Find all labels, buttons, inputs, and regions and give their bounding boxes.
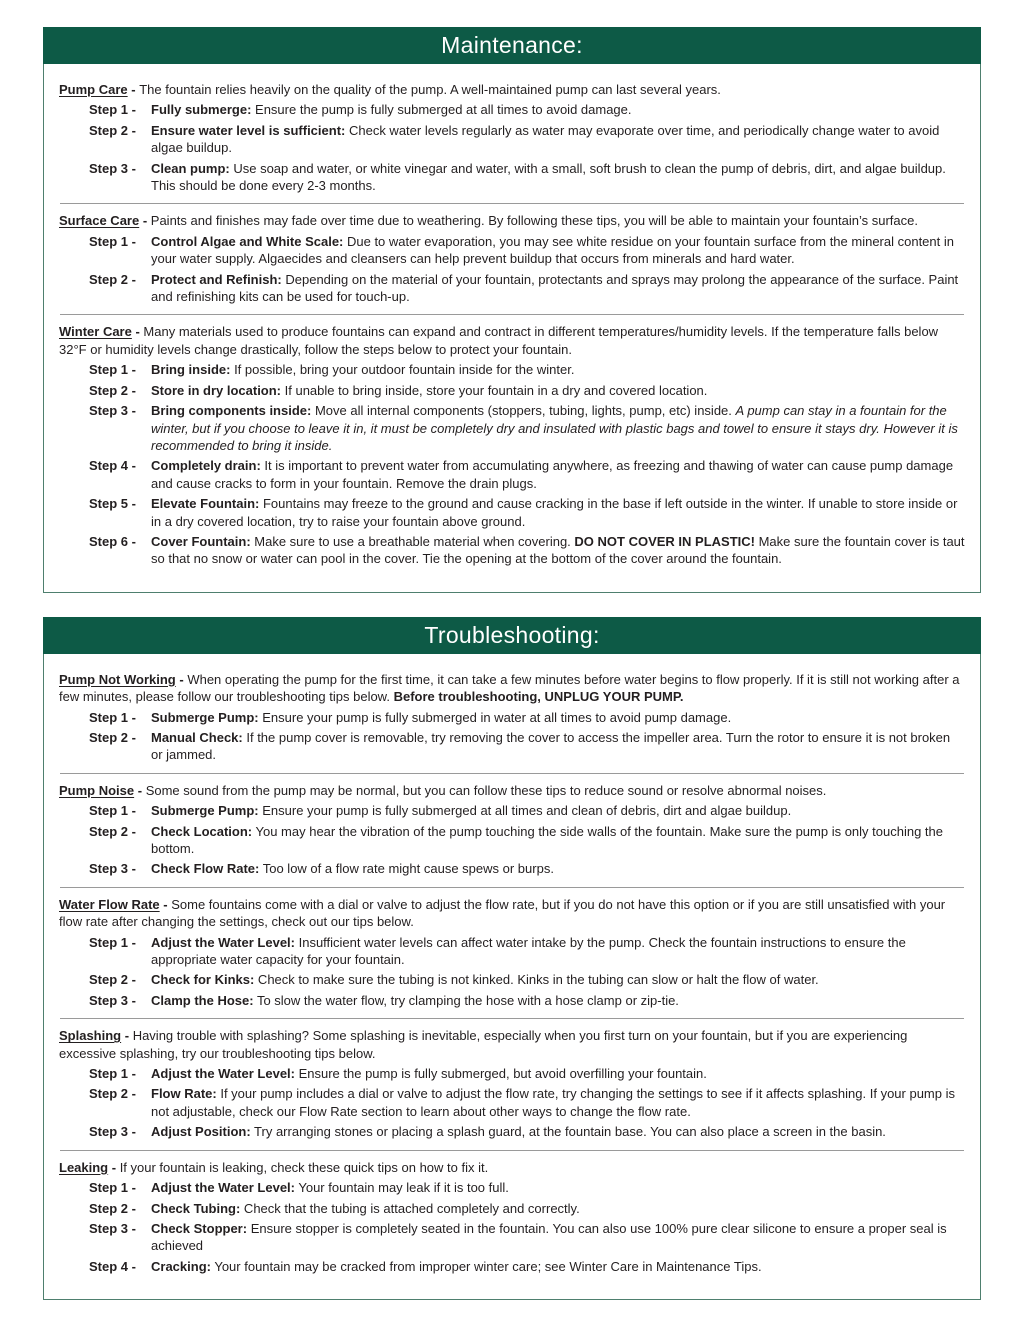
heading-separator: - <box>139 213 151 229</box>
troubleshooting-content-box <box>43 654 981 1300</box>
step-row <box>89 860 965 877</box>
text-segment-normal: Many materials used to produce fountains can expand and contract in different temperatures/humidity levels. If the temperature falls below 32°F or humidity levels change drastically, follow the steps below to protect your fountain. <box>59 324 939 357</box>
step-row <box>89 971 965 988</box>
text-segment-normal: Ensure your pump is fully submerged at all times and clean of debris, dirt and algae buildup. <box>258 803 792 819</box>
step-label: Step 6 - <box>89 533 136 549</box>
group-divider <box>60 1150 964 1151</box>
text-segment-normal: Try arranging stones or placing a splash guard, at the fountain base. You can also place a screen in the basin. <box>250 1124 886 1140</box>
topic-splashing <box>59 1027 965 1140</box>
topic-heading: Splashing <box>59 1028 122 1044</box>
text-segment-bold: Flow Rate: <box>151 1086 217 1102</box>
step-label: Step 2 - <box>89 382 136 398</box>
text-segment-bold: Ensure water level is sufficient: <box>151 122 346 138</box>
topic-winter-care <box>59 323 965 567</box>
text-segment-bold: Adjust the Water Level: <box>151 934 295 950</box>
step-label: Step 2 - <box>89 271 136 287</box>
step-text <box>151 160 965 195</box>
topic-water-flow-rate <box>59 896 965 1009</box>
text-segment-normal: When operating the pump for the first time, it can take a few minutes before water begins to flow properly. If it is still not working after a few minutes, please follow our troubleshooting tips below. <box>59 671 960 705</box>
step-label: Step 3 - <box>89 1124 136 1140</box>
text-segment-bold: Check Tubing: <box>151 1200 241 1216</box>
text-segment-bold: DO NOT COVER IN PLASTIC! <box>574 533 755 549</box>
step-row <box>89 1200 965 1217</box>
topic-intro <box>59 212 965 229</box>
step-row <box>89 402 965 454</box>
topic-pump-not-working <box>59 671 965 764</box>
heading-separator: - <box>175 671 188 687</box>
step-row <box>89 823 965 858</box>
text-segment-italic: A pump can stay in a fountain for the winter, but if you choose to leave it in, it must be completely dry and insulated with plastic bags and towel to ensure it stays dry. However it is recommended to bring it inside. <box>151 403 958 453</box>
step-label: Step 3 - <box>89 861 136 877</box>
text-segment-bold: Control Algae and White Scale: <box>151 233 344 249</box>
heading-separator: - <box>131 324 144 340</box>
step-row <box>89 361 965 378</box>
step-text <box>151 533 965 568</box>
topic-heading: Surface Care <box>59 213 140 229</box>
text-segment-bold: Manual Check: <box>151 729 243 745</box>
heading-separator: - <box>127 82 140 97</box>
step-row <box>89 992 965 1009</box>
topic-heading: Pump Noise <box>59 782 135 798</box>
maintenance-header-bar <box>43 27 981 64</box>
troubleshooting-header-bar <box>43 617 981 654</box>
text-segment-normal: Move all internal components (stoppers, tubing, lights, pump, etc) inside. <box>311 403 736 419</box>
text-segment-bold: Before troubleshooting, UNPLUG YOUR PUMP. <box>393 689 684 705</box>
step-row <box>89 495 965 530</box>
text-segment-normal: Depending on the material of your fountain, protectants and sprays may prolong the appearance of the surface. Paint and refinishing kits can be used for touch-up. <box>151 271 959 305</box>
text-segment-normal: You may hear the vibration of the pump touching the side walls of the fountain. Make sure the pump is only touching the bottom. <box>151 823 943 856</box>
text-segment-bold: Completely drain: <box>151 458 261 474</box>
maintenance-title: Maintenance: <box>441 32 583 58</box>
text-segment-bold: Check Stopper: <box>151 1220 248 1236</box>
step-label: Step 1 - <box>89 362 136 378</box>
step-label: Step 2 - <box>89 1200 136 1216</box>
text-segment-bold: Elevate Fountain: <box>151 496 260 512</box>
text-segment-bold: Clean pump: <box>151 160 230 176</box>
step-text <box>151 402 965 454</box>
step-text <box>151 802 965 819</box>
text-segment-normal: Make sure the fountain cover is taut so that no snow or water can pool in the cover. Tie the opening at the bottom of the cover around the fountain. <box>151 533 965 567</box>
step-row <box>89 1179 965 1196</box>
topic-intro <box>59 671 965 706</box>
text-segment-normal: Make sure to use a breathable material when covering. <box>250 533 575 549</box>
topic-intro <box>59 1027 965 1062</box>
step-text <box>151 382 965 399</box>
step-row <box>89 233 965 268</box>
text-segment-normal: Ensure your pump is fully submerged in water at all times to avoid pump damage. <box>258 709 732 725</box>
topic-heading: Pump Not Working <box>59 671 176 687</box>
step-row <box>89 729 965 764</box>
step-text <box>151 361 965 378</box>
step-text <box>151 233 965 268</box>
text-segment-normal: If unable to bring inside, store your fountain in a dry and covered location. <box>281 382 708 398</box>
group-divider <box>60 887 964 888</box>
text-segment-bold: Check Location: <box>151 823 253 839</box>
text-segment-bold: Submerge Pump: <box>151 803 259 819</box>
step-row <box>89 1123 965 1140</box>
text-segment-normal: Check that the tubing is attached completely and correctly. <box>240 1200 580 1216</box>
step-label: Step 3 - <box>89 160 136 176</box>
step-text <box>151 823 965 858</box>
text-segment-bold: Submerge Pump: <box>151 709 259 725</box>
text-segment-bold: Bring inside: <box>151 362 231 378</box>
step-label: Step 2 - <box>89 729 136 745</box>
text-segment-normal: If your pump includes a dial or valve to adjust the flow rate, try changing the settings to see if it affects splashing. If your pump is not adjustable, check our Flow Rate section to learn about other ways to change the flow rate. <box>151 1086 955 1119</box>
topic-heading: Winter Care <box>59 324 132 340</box>
step-label: Step 2 - <box>89 122 136 138</box>
step-label: Step 3 - <box>89 403 136 419</box>
topic-intro <box>59 323 965 358</box>
step-row <box>89 533 965 568</box>
heading-separator: - <box>159 896 172 912</box>
step-label: Step 2 - <box>89 972 136 988</box>
step-label: Step 3 - <box>89 1220 136 1236</box>
step-text <box>151 709 965 726</box>
step-text <box>151 1200 965 1217</box>
text-segment-normal: Some fountains come with a dial or valve to adjust the flow rate, but if you do not have this option or if you are still unsatisfied with your flow rate after changing the settings, check out our tips below. <box>59 896 946 930</box>
step-row <box>89 271 965 306</box>
text-segment-normal: Fountains may freeze to the ground and cause cracking in the base if left outside in the winter. If unable to store inside or in a dry covered location, try to raise your fountain above ground. <box>151 496 958 529</box>
text-segment-normal: Ensure stopper is completely seated in the fountain. You can also use 100% pure clear silicone to ensure a proper seal is achieved <box>151 1220 947 1254</box>
topic-intro <box>59 896 965 931</box>
topic-heading: Leaking <box>59 1159 109 1175</box>
text-segment-normal: It is important to prevent water from accumulating anywhere, as freezing and thawing of water can cause pump damage and cause cracks to form in your fountain. Remove the drain plugs. <box>151 458 954 491</box>
step-text <box>151 1179 965 1196</box>
step-row <box>89 160 965 195</box>
topic-intro <box>59 1159 965 1176</box>
heading-separator: - <box>121 1028 133 1044</box>
step-row <box>89 101 965 118</box>
text-segment-bold: Cover Fountain: <box>151 533 251 549</box>
step-row <box>89 1220 965 1255</box>
group-divider <box>60 314 964 315</box>
step-row <box>89 934 965 969</box>
text-segment-normal: Due to water evaporation, you may see white residue on your fountain surface from the mineral content in your water supply. Algaecides and cleansers can help prevent buildup that occurs from minerals and hard water. <box>151 233 954 267</box>
heading-separator: - <box>134 782 146 798</box>
topic-heading: Water Flow Rate <box>59 896 160 912</box>
step-label: Step 4 - <box>89 1258 136 1274</box>
topic-pump-noise <box>59 782 965 878</box>
text-segment-normal: If the pump cover is removable, try removing the cover to access the impeller area. Turn the rotor to ensure it is not broken or jammed. <box>151 729 951 763</box>
text-segment-normal: Ensure the pump is fully submerged at all times to avoid damage. <box>251 102 632 118</box>
topic-intro <box>59 81 965 98</box>
maintenance-content-box <box>43 64 981 593</box>
group-divider <box>60 203 964 204</box>
step-row <box>89 1065 965 1082</box>
topic-surface-care <box>59 212 965 305</box>
step-row <box>89 1085 965 1120</box>
text-segment-bold: Adjust the Water Level: <box>151 1066 295 1082</box>
troubleshooting-title: Troubleshooting: <box>424 621 600 648</box>
step-label: Step 1 - <box>89 1066 136 1082</box>
text-segment-normal: Ensure the pump is fully submerged, but avoid overfilling your fountain. <box>294 1066 707 1082</box>
step-text <box>151 271 965 306</box>
step-row <box>89 457 965 492</box>
text-segment-normal: Insufficient water levels can affect water intake by the pump. Check the fountain instructions to ensure the appropriate water capacity for your fountain. <box>151 934 906 968</box>
step-row <box>89 122 965 157</box>
text-segment-normal: Your fountain may be cracked from improper winter care; see Winter Care in Maintenance Tips. <box>210 1258 762 1274</box>
step-label: Step 1 - <box>89 803 136 819</box>
step-text <box>151 122 965 157</box>
text-segment-normal: The fountain relies heavily on the quality of the pump. A well-maintained pump can last several years. <box>139 82 721 97</box>
text-segment-normal: To slow the water flow, try clamping the hose with a hose clamp or zip-tie. <box>253 992 679 1008</box>
step-row <box>89 382 965 399</box>
step-label: Step 4 - <box>89 458 136 474</box>
text-segment-bold: Adjust the Water Level: <box>151 1180 295 1196</box>
text-segment-normal: Use soap and water, or white vinegar and water, with a small, soft brush to clean the pump of debris, dirt, and algae buildup. This should be done every 2-3 months. <box>151 160 946 194</box>
step-label: Step 1 - <box>89 102 136 118</box>
step-label: Step 1 - <box>89 934 136 950</box>
step-text <box>151 1258 965 1275</box>
troubleshooting-section <box>43 617 981 1300</box>
step-label: Step 1 - <box>89 1180 136 1196</box>
text-segment-normal: Your fountain may leak if it is too full. <box>294 1180 509 1196</box>
text-segment-bold: Bring components inside: <box>151 403 312 419</box>
topic-leaking <box>59 1159 965 1275</box>
topic-pump-care <box>59 81 965 194</box>
group-divider <box>60 773 964 774</box>
step-label: Step 3 - <box>89 992 136 1008</box>
text-segment-normal: If your fountain is leaking, check these quick tips on how to fix it. <box>119 1159 489 1175</box>
text-segment-bold: Store in dry location: <box>151 382 282 398</box>
text-segment-bold: Check Flow Rate: <box>151 861 260 877</box>
topic-heading: Pump Care <box>59 82 128 97</box>
step-text <box>151 860 965 877</box>
text-segment-normal: If possible, bring your outdoor fountain inside for the winter. <box>230 362 575 378</box>
step-text <box>151 495 965 530</box>
step-row <box>89 802 965 819</box>
text-segment-bold: Check for Kinks: <box>151 972 255 988</box>
group-divider <box>60 1018 964 1019</box>
text-segment-bold: Clamp the Hose: <box>151 992 254 1008</box>
text-segment-normal: Paints and finishes may fade over time due to weathering. By following these tips, you will be able to maintain your fountain’s surface. <box>150 213 918 229</box>
step-text <box>151 1085 965 1120</box>
heading-separator: - <box>108 1159 120 1175</box>
step-label: Step 2 - <box>89 1086 136 1102</box>
text-segment-normal: Check water levels regularly as water may evaporate over time, and periodically change water to avoid algae buildup. <box>151 122 940 156</box>
step-text <box>151 992 965 1009</box>
topic-intro <box>59 782 965 799</box>
maintenance-section <box>43 27 981 593</box>
text-segment-normal: Some sound from the pump may be normal, but you can follow these tips to reduce sound or resolve abnormal noises. <box>145 782 827 798</box>
text-segment-bold: Protect and Refinish: <box>151 271 282 287</box>
step-label: Step 5 - <box>89 496 136 512</box>
step-label: Step 1 - <box>89 709 136 725</box>
step-text <box>151 1220 965 1255</box>
step-text <box>151 1065 965 1082</box>
step-text <box>151 1123 965 1140</box>
step-text <box>151 729 965 764</box>
text-segment-normal: Too low of a flow rate might cause spews or burps. <box>259 861 554 877</box>
step-row <box>89 1258 965 1275</box>
step-text <box>151 457 965 492</box>
step-text <box>151 934 965 969</box>
text-segment-normal: Check to make sure the tubing is not kinked. Kinks in the tubing can slow or halt the flow of water. <box>254 972 819 988</box>
step-label: Step 1 - <box>89 233 136 249</box>
text-segment-bold: Adjust Position: <box>151 1124 251 1140</box>
text-segment-normal: Having trouble with splashing? Some splashing is inevitable, especially when you first turn on your fountain, but if you are experiencing excessive splashing, try our troubleshooting tips below. <box>59 1028 908 1061</box>
step-row <box>89 709 965 726</box>
text-segment-bold: Cracking: <box>151 1258 211 1274</box>
step-text <box>151 101 965 118</box>
text-segment-bold: Fully submerge: <box>151 102 252 118</box>
step-text <box>151 971 965 988</box>
step-label: Step 2 - <box>89 823 136 839</box>
